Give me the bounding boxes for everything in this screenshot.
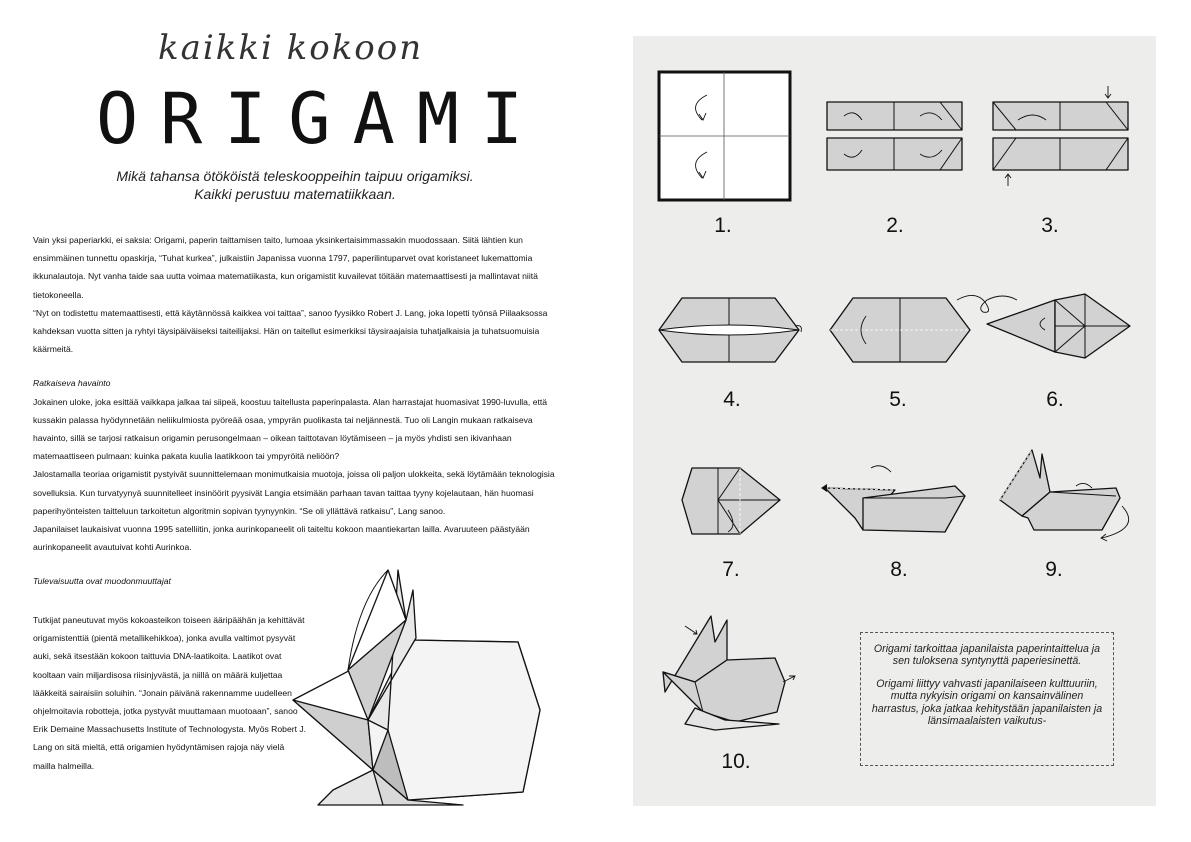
page-title: ORIGAMI xyxy=(96,78,546,160)
step-2-diagram xyxy=(822,100,972,172)
article-paragraph-4: Jalostamalla teoriaa origamistit pystyivät suunnittelemaan monimutkaisia muotoja, joissa oli paljon ulokkeita, sekä löytämään teknologisia sovelluksia. Kun turvatyynyä suunnitelleet insinöörit pyysivät Langia etsimään parhaan tavan taittaa tyyny kojelautaan, hän huomasi paperihyönteisten taitteluun tarkoitetun algoritmin sopivan tyynyynkin. “Se oli yllättävä ratkaisu”, Lang sanoo. xyxy=(33,469,555,516)
info-box xyxy=(860,632,1114,766)
rabbit-body xyxy=(293,640,540,805)
step-6-diagram xyxy=(955,290,1140,370)
step-number-10: 10. xyxy=(721,750,751,773)
article-subheading-2: Tulevaisuutta ovat muodonmuuttajat xyxy=(33,576,171,587)
step-number-8: 8. xyxy=(890,558,908,581)
subtitle-line-2: Kaikki perustuu matematiikkaan. xyxy=(194,186,396,202)
subtitle-line-1: Mikä tahansa ötököistä teleskooppeihin taipuu origamiksi. xyxy=(116,168,474,184)
step-7-diagram xyxy=(680,464,785,540)
step-9-diagram xyxy=(992,448,1142,548)
article-paragraph-5: Japanilaiset laukaisivat vuonna 1995 satelliitin, jonka aurinkopaneelit oli taiteltu kokoon maantiekartan lailla. Avaruuteen päästyään aurinkopaneelit avautuivat kohti Aurinkoa. xyxy=(33,524,530,553)
subtitle xyxy=(60,167,530,203)
step-number-5: 5. xyxy=(889,388,907,411)
article-narrow-column xyxy=(33,611,309,775)
rabbit-legs xyxy=(318,770,383,805)
step-3-diagram xyxy=(988,84,1138,189)
step-number-4: 4. xyxy=(723,388,741,411)
step-4-diagram xyxy=(657,296,807,366)
step-number-7: 7. xyxy=(722,558,740,581)
step-number-6: 6. xyxy=(1046,388,1064,411)
article-body xyxy=(33,231,561,591)
article-subheading-1: Ratkaiseva havainto xyxy=(33,378,111,389)
step-10-diagram xyxy=(655,612,805,742)
kicker-script: kaikki kokoon xyxy=(158,28,424,68)
article-paragraph-2: “Nyt on todistettu matemaattisesti, että käytännössä kaikkea voi taittaa”, sanoo fyysikko Robert J. Lang, joka lopetti työnsä Piilaaksossa kahdeksan vuotta sitten ja ryhtyi täysipäiväiseksi taiteilijaksi. Hän on taitellut esimerkiksi täysiraajaisia tuhatjalkaisia ja tuhatsuomuisia käärmeitä. xyxy=(33,307,548,355)
step-1-diagram xyxy=(657,70,792,202)
step-number-1: 1. xyxy=(714,214,732,237)
origami-rabbit-illustration xyxy=(288,560,548,810)
step-number-3: 3. xyxy=(1041,214,1059,237)
info-paragraph-1: Origami tarkoittaa japanilaista paperintaittelua ja sen tuloksena syntynyttä paperiesinettä. xyxy=(873,643,1101,668)
step-8-diagram xyxy=(815,462,975,538)
step-number-9: 9. xyxy=(1045,558,1063,581)
step-number-2: 2. xyxy=(886,214,904,237)
info-paragraph-2: Origami liittyy vahvasti japanilaiseen kulttuuriin, mutta nykyisin origami on kansainvälinen harrastus, joka jatkaa kehitystään japanilaisten ja länsimaalaisten vaikutus- xyxy=(871,677,1103,728)
article-paragraph-3: Jokainen uloke, joka esittää vaikkapa jalkaa tai siipeä, koostuu taitellusta paperinpalasta. Alan harrastajat huomasivat 1990-luvulla, että kussakin palassa hyödynnetään neliikulmiosta pyöreää osaa, ympyrän puolikasta tai neljännestä. Tuo oli Langin mukaan ratkaiseva havainto, sillä se tarjosi ratkaisun origamin perusongelmaan – oikean taittotavan löytämiseen – ja myös yhdisti sen ikivanhaan matemaattiseen pulmaan: kuinka pakata kuulia laatikkoon tai ympyröitä neliöön? xyxy=(33,396,548,462)
article-paragraph-1: Vain yksi paperiarkki, ei saksia: Origami, paperin taittamisen taito, lumoaa yksinkertaisimmassakin muodossaan. Siitä lähtien kun ensimmäinen tunnettu opaskirja, “Tuhat kurkea”, julkaistiin Japanissa vuonna 1797, paperilintuparvet ovat koristaneet lukemattomia ikkunalautoja. Nyt vanha taide saa uutta voimaa matematiikasta, kun origamistit kuvailevat töitään matemaattisesti ja mallintavat niitä tietokoneella. xyxy=(33,235,538,300)
article-paragraph-6: Tutkijat paneutuvat myös kokoasteikon toiseen ääripäähän ja kehittävät origamistenttiä (pientä metallikehikkoa), jonka avulla valtimot pysyvät auki, sekä itsestään kokoon taittuvia DNA-laatikoita. Laatikot ovat kooltaan vain miljardisosa riisinjyvästä, ja niillä on määrä kuljettaa lääkkeitä sairaisiin soluihin. “Jonain päivänä rakennamme uudelleen ohjelmoitavia robotteja, jotka pystyvät muuttamaan muotoaan”, sanoo Erik Demaine Massachusetts Institute of Technologysta. Myös Robert J. Lang on sitä mieltä, että origamien hyödyntämisen rajoja näy vielä mailla halmeilla. xyxy=(33,615,307,771)
